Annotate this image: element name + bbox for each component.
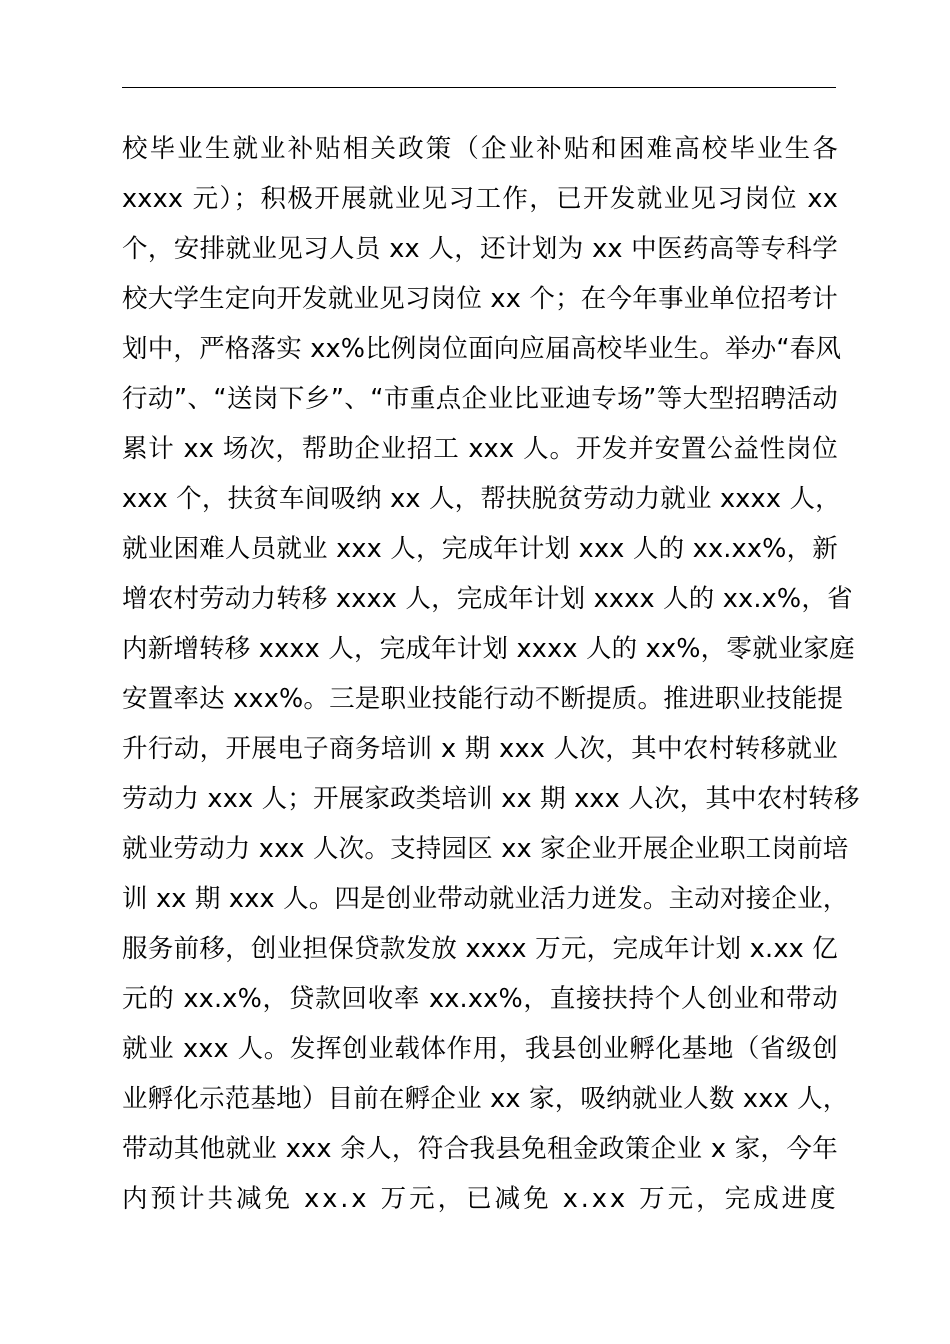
text-line: 个，安排就业见习人员 xx 人，还计划为 xx 中医药高等专科学 bbox=[122, 234, 838, 264]
text-line: 划中，严格落实 xx%比例岗位面向应届高校毕业生。举办“春风 bbox=[122, 334, 842, 364]
text-line: 业孵化示范基地）目前在孵企业 xx 家，吸纳就业人数 xxx 人， bbox=[122, 1084, 849, 1114]
text-line: 带动其他就业 xxx 余人，符合我县免租金政策企业 x 家，今年 bbox=[122, 1134, 838, 1164]
text-line: xxx 个，扶贫车间吸纳 xx 人，帮扶脱贫劳动力就业 xxxx 人， bbox=[122, 484, 841, 514]
text-line: 服务前移，创业担保贷款发放 xxxx 万元，完成年计划 x.xx 亿 bbox=[122, 934, 838, 964]
header-rule bbox=[122, 87, 836, 88]
text-line: 元的 xx.x%，贷款回收率 xx.xx%，直接扶持个人创业和带动 bbox=[122, 984, 838, 1014]
body-paragraph bbox=[122, 124, 860, 1224]
text-line: 内新增转移 xxxx 人，完成年计划 xxxx 人的 xx%，零就业家庭 bbox=[122, 634, 855, 664]
text-line: 增农村劳动力转移 xxxx 人，完成年计划 xxxx 人的 xx.x%，省 bbox=[122, 584, 853, 614]
text-line: 累计 xx 场次，帮助企业招工 xxx 人。开发并安置公益性岗位 bbox=[122, 434, 838, 464]
text-line: xxxx 元）；积极开展就业见习工作，已开发就业见习岗位 xx bbox=[122, 184, 838, 214]
text-line: 校毕业生就业补贴相关政策（企业补贴和困难高校毕业生各 bbox=[122, 134, 838, 164]
text-line: 就业困难人员就业 xxx 人，完成年计划 xxx 人的 xx.xx%，新 bbox=[122, 534, 838, 564]
text-line: 就业劳动力 xxx 人次。支持园区 xx 家企业开展企业职工岗前培 bbox=[122, 834, 849, 864]
text-line: 就业 xxx 人。发挥创业载体作用，我县创业孵化基地（省级创 bbox=[122, 1034, 838, 1064]
text-line: 内预计共减免 xx.x 万元，已减免 x.xx 万元，完成进度 bbox=[122, 1184, 839, 1214]
text-line: 升行动，开展电子商务培训 x 期 xxx 人次，其中农村转移就业 bbox=[122, 734, 838, 764]
text-line: 训 xx 期 xxx 人。四是创业带动就业活力迸发。主动对接企业， bbox=[122, 884, 849, 914]
text-line: 安置率达 xxx%。三是职业技能行动不断提质。推进职业技能提 bbox=[122, 684, 844, 714]
text-line: 劳动力 xxx 人；开展家政类培训 xx 期 xxx 人次，其中农村转移 bbox=[122, 784, 860, 814]
text-line: 校大学生定向开发就业见习岗位 xx 个；在今年事业单位招考计 bbox=[122, 284, 838, 314]
text-line: 行动”、“送岗下乡”、“市重点企业比亚迪专场”等大型招聘活动 bbox=[122, 384, 838, 414]
